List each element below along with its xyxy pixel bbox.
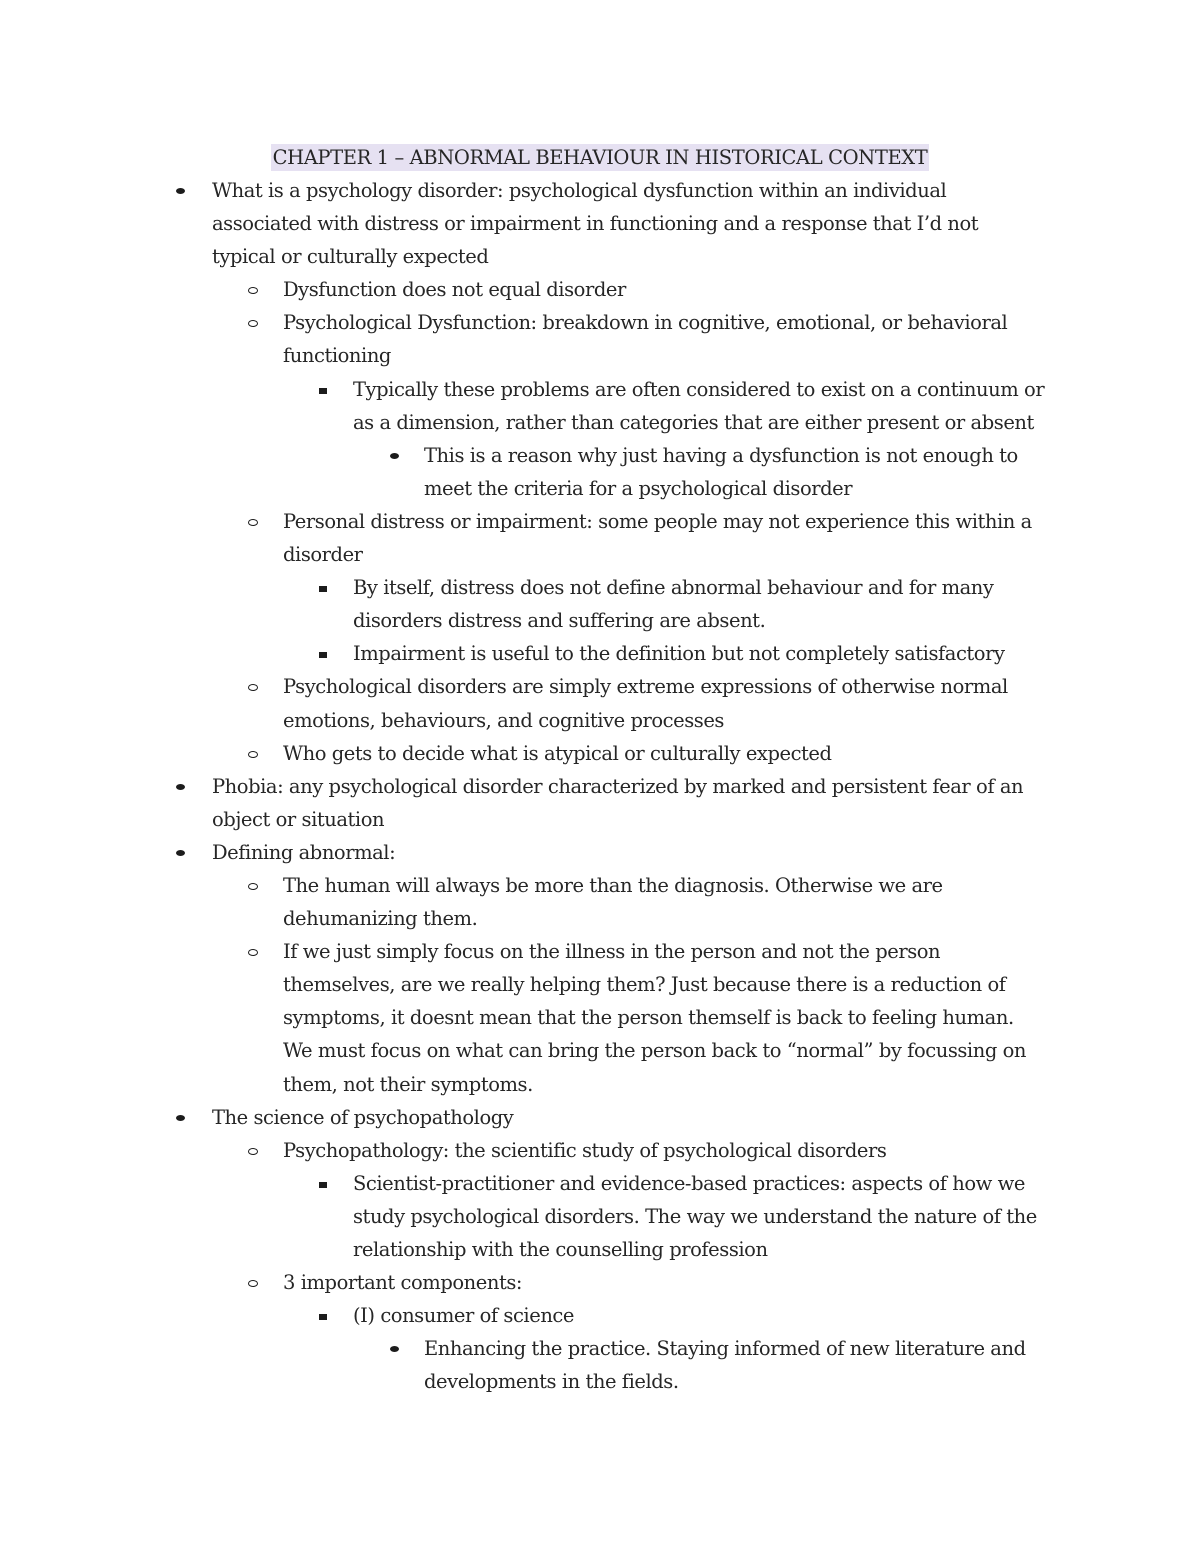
list-item-text-line: emotions, behaviours, and cognitive processes: [283, 708, 724, 732]
list-item-text-line: dehumanizing them.: [283, 907, 478, 931]
list-item-text-line: developments in the fields.: [424, 1370, 679, 1394]
list-item: [0, 439, 1200, 505]
list-item-text-line: 3 important components:: [283, 1271, 523, 1295]
list-item-text-line: Enhancing the practice. Staying informed of new literature and: [424, 1337, 1026, 1361]
list-item-text-line: Psychopathology: the scientific study of psychological disorders: [283, 1138, 887, 1162]
list-item: [0, 1101, 1200, 1134]
list-item: [0, 505, 1200, 571]
list-item-text-line: Psychological Dysfunction: breakdown in cognitive, emotional, or behavioral: [283, 311, 1008, 335]
list-item-text-line: as a dimension, rather than categories that are either present or absent: [353, 410, 1034, 434]
list-item: [0, 770, 1200, 836]
list-item-text-line: typical or culturally expected: [212, 245, 489, 269]
list-item-text-line: them, not their symptoms.: [283, 1072, 533, 1096]
list-item-text-line: Personal distress or impairment: some people may not experience this within a: [283, 509, 1032, 533]
list-item-text-line: This is a reason why just having a dysfunction is not enough to: [424, 443, 1018, 467]
list-item-text-line: The science of psychopathology: [212, 1105, 514, 1129]
list-item-text-line: Impairment is useful to the definition but not completely satisfactory: [353, 642, 1005, 666]
list-item-text-line: meet the criteria for a psychological disorder: [424, 476, 853, 500]
list-item: [0, 1332, 1200, 1398]
list-item-text-line: disorders distress and suffering are absent.: [353, 609, 766, 633]
list-item: [0, 1299, 1200, 1332]
list-item-text-line: What is a psychology disorder: psychological dysfunction within an individual: [212, 179, 947, 202]
list-item-text-line: themselves, are we really helping them? Just because there is a reduction of: [283, 973, 1006, 997]
list-item-text-line: study psychological disorders. The way we understand the nature of the: [353, 1204, 1037, 1228]
list-item-text-line: Scientist-practitioner and evidence-based practices: aspects of how we: [353, 1171, 1025, 1195]
list-item: [0, 571, 1200, 637]
list-item-text-line: Who gets to decide what is atypical or culturally expected: [283, 741, 832, 765]
list-item: [0, 1134, 1200, 1167]
list-item-text-line: associated with distress or impairment in functioning and a response that I’d not: [212, 212, 979, 236]
list-item: [0, 670, 1200, 736]
list-item-text-line: If we just simply focus on the illness in the person and not the person: [283, 940, 941, 964]
list-item: [0, 306, 1200, 372]
list-item-text-line: functioning: [283, 344, 391, 368]
list-item: [0, 174, 1200, 273]
list-item-text-line: relationship with the counselling profession: [353, 1238, 768, 1261]
list-item-text-line: The human will always be more than the diagnosis. Otherwise we are: [283, 873, 943, 897]
list-item-text-line: object or situation: [212, 807, 385, 831]
list-item: [0, 373, 1200, 439]
chapter-title-text: CHAPTER 1 – ABNORMAL BEHAVIOUR IN HISTORICAL CONTEXT: [272, 146, 928, 169]
list-item: [0, 836, 1200, 869]
notes-list: [0, 174, 1200, 1398]
list-item: [0, 869, 1200, 935]
list-item-text-line: We must focus on what can bring the person back to “normal” by focussing on: [283, 1039, 1027, 1063]
list-item: [0, 273, 1200, 306]
list-item: [0, 935, 1200, 1100]
list-item: [0, 1266, 1200, 1299]
list-item-text-line: By itself, distress does not define abnormal behaviour and for many: [353, 576, 994, 600]
list-item-text-line: disorder: [283, 543, 363, 567]
list-item-text-line: Typically these problems are often considered to exist on a continuum or: [353, 377, 1045, 401]
list-item-text-line: Phobia: any psychological disorder characterized by marked and persistent fear of an: [212, 774, 1024, 798]
list-item-text-line: Psychological disorders are simply extreme expressions of otherwise normal: [283, 675, 1008, 699]
chapter-title: [0, 141, 1200, 174]
list-item-text-line: symptoms, it doesnt mean that the person themself is back to feeling human.: [283, 1006, 1014, 1030]
list-item-text-line: (I) consumer of science: [353, 1304, 574, 1328]
list-item: [0, 1167, 1200, 1266]
list-item-text-line: Defining abnormal:: [212, 840, 396, 864]
list-item: [0, 737, 1200, 770]
list-item-text-line: Dysfunction does not equal disorder: [283, 278, 626, 302]
list-item: [0, 637, 1200, 670]
